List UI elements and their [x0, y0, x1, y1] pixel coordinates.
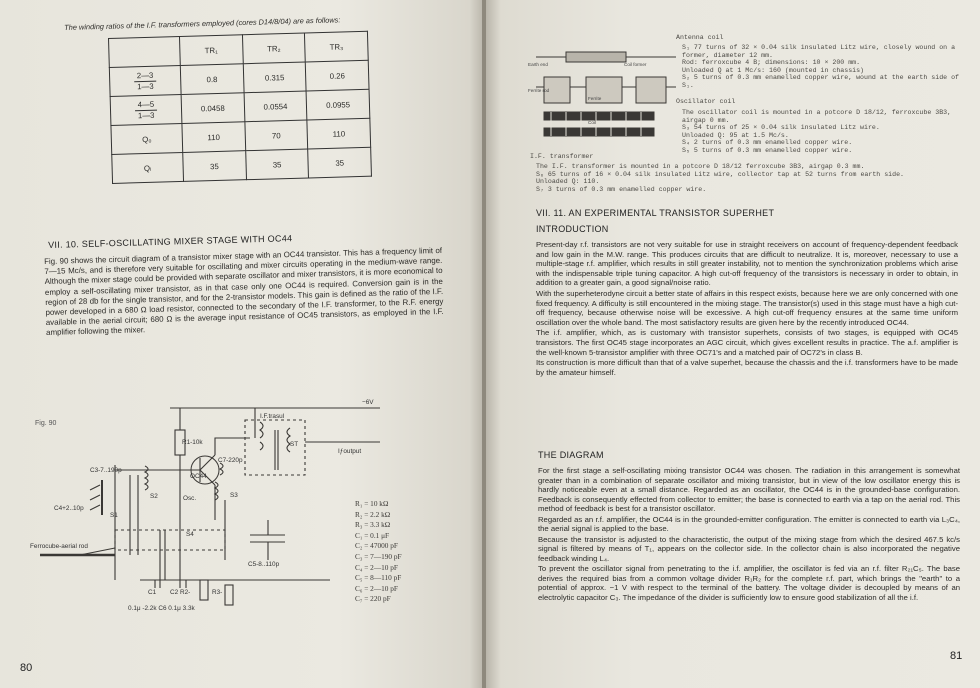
- antenna-coil-title: Antenna coil: [676, 34, 724, 41]
- label-output: Iƒoutput: [338, 448, 362, 455]
- table-cell: 35: [308, 147, 371, 178]
- intro-paragraph: With the superheterodyne circuit a better state of affairs in this respect exists, because here we are only concerned with one fixed frequency. A difficulty is still encountered in the mixing stage. The transistor(s) used in this stage must have a high cut-off frequency, because otherwise noise will be excessive. A high cut-off frequency ensures at the same time uniform oscillation over the whole band. The most satisfactory results are given here by the recently introduced OC44.: [536, 288, 958, 327]
- parts-list-item: C₇ = 220 pF: [355, 594, 391, 604]
- label-st: ST: [290, 441, 299, 448]
- figure-label: Fig. 90: [35, 420, 57, 427]
- intro-paragraph: Its construction is more difficult than that of a valve superhet, because the chassis and the i.f. transformers have to be made by the amateur himself.: [536, 358, 958, 377]
- if-transformer-title: I.F. transformer: [530, 153, 594, 160]
- table-row: [112, 147, 372, 183]
- label-earth-end: Earth end: [528, 62, 548, 67]
- label-c7: C7-220p: [218, 457, 243, 464]
- antenna-coil-specs: [682, 44, 972, 90]
- label-r2: R2-: [180, 589, 191, 596]
- spec-line: S₇ 3 turns of 0.3 mm enamelled copper wire.: [536, 185, 707, 193]
- left-page: [0, 0, 484, 688]
- diagram-heading: THE DIAGRAM: [538, 450, 604, 460]
- parts-list-item: C₄ = 2—10 pF: [355, 562, 398, 572]
- label-coil: Coil: [588, 120, 596, 125]
- table-caption: The winding ratios of the I.F. transformers employed (cores D14/8/04) are as follows:: [64, 15, 341, 32]
- introduction-text: [536, 240, 958, 378]
- table-cell: 70: [245, 120, 308, 151]
- table-row-label: $\frac{2—3}{1—3}$: [109, 65, 181, 96]
- spec-line: S₄ 2 turns of 0.3 mm enamelled copper wire.: [682, 139, 853, 147]
- label-c3: C3-7..190p: [90, 467, 122, 474]
- diagram-paragraph: For the first stage a self-oscillating mixing transistor OC44 was chosen. The radiation in this arrangement is somewhat greater than in a combination of separate oscillator and mixing transistor, but in view of the low oscillator energy this is hardly noticeable even at a small distance. Regarded as an oscillator, the OC44 is in the grounded-base configuration. Feedback is consequently effected from collector to emitter; the base is connected to earth via a tap on the aerial rod. This method of feedback is best for a transistor oscillator.: [538, 466, 960, 513]
- parts-list-item: C₂ = 47000 pF: [355, 541, 398, 551]
- label-s2: S2: [150, 493, 158, 500]
- table-cell: 0.0554: [244, 91, 307, 122]
- parts-list-item: C₃ = 7—190 pF: [355, 551, 402, 561]
- label-ferrite: Ferrite: [588, 96, 602, 101]
- table-cell: 110: [182, 122, 245, 153]
- diagram-text: [538, 466, 960, 603]
- table-cell: 35: [183, 151, 246, 182]
- table-header-cell: TR₃: [305, 31, 368, 62]
- intro-paragraph: Present-day r.f. transistors are not very suitable for use in straight receivers on account of frequency-dependent feedback and low gain in the M.W. range. This produces circuits that are difficult to neutralize. It is, moreover, necessary to use a multiple-stage r.f. amplifier, which results in still greater instability, not to mention the synchronization problems which arise with the indispensable triple tuning capacitor. A high cut-off frequency of the transistors is necessary in order to obtain, in addition to a greater gain, a good signal/noise ratio.: [536, 240, 958, 288]
- label-r1: R1-10k: [182, 439, 203, 446]
- parts-list-item: C₅ = 8—110 pF: [355, 573, 402, 583]
- page-number-left: 80: [20, 662, 33, 674]
- parts-list-item: R₁ = 10 kΩ: [355, 499, 389, 508]
- label-c2: C2: [170, 589, 179, 596]
- table-cell: 0.0955: [306, 89, 369, 120]
- spec-line: S₃ 54 turns of 25 × 0.04 silk insulated Litz wire.: [682, 124, 880, 132]
- spec-line: Unloaded Q: 95 at 1.5 Mc/s.: [682, 131, 789, 139]
- label-c4: C4+2..10p: [54, 505, 84, 512]
- label-r3: R3-: [212, 589, 223, 596]
- label-s3: S3: [230, 492, 238, 499]
- spec-line: S₅ 5 turns of 0.3 mm enamelled copper wire.: [682, 146, 853, 154]
- oscillator-coil-title: Oscillator coil: [676, 98, 736, 105]
- table-row-label: $\frac{4—5}{1—3}$: [110, 94, 182, 125]
- spec-line: The oscillator coil is mounted in a potcore D 18/12, ferroxcube 3B3, airgap 0 mm.: [682, 109, 952, 124]
- label-osc: Osc.: [183, 495, 197, 502]
- spec-line: S₁ 77 turns of 32 × 0.04 silk insulated Litz wire, closely wound on a former, diameter 12 mm.: [682, 44, 956, 59]
- spec-line: S₂ 5 turns of 0.3 mm enamelled copper wire, wound at the earth side of S₁.: [682, 74, 959, 89]
- table-cell: 0.26: [306, 60, 369, 91]
- intro-paragraph: The i.f. amplifier, which, as is customary with transistor superhets, consists of two stages, is equipped with OC45 transistors. The first OC45 stage incorporates an AGC circuit, which gives excellent results in practice. The a.f. amplifier is the well-known 5-transistor amplifier with three OC71's and a matched pair of OC72's in class B.: [536, 328, 958, 357]
- diagram-paragraph: Because the transistor is adjusted to the characteristic, the output of the mixing stage from which the desired 467.5 kc/s signal is filtered by means of T₁, appears on the collector side. In the collector chain is also incorporated the negative feedback winding L₄.: [538, 534, 960, 563]
- oscillator-coil-specs: [682, 109, 972, 155]
- coil-diagram: [526, 32, 686, 152]
- page-number-right: 81: [950, 650, 963, 662]
- right-page: [486, 0, 980, 688]
- table-cell: 110: [307, 118, 370, 149]
- parts-list-item: C₁ = 0.1 μF: [355, 530, 390, 540]
- mixer-paragraph: Fig. 90 shows the circuit diagram of a transistor mixer stage with an OC44 transistor. This has a frequency limit of 7—15 Mc/s, and is therefore very suitable for oscillating and mixer circuits operating in the medium-wave range. Although the mixer stage could be provided with separate oscillator and mixer transistors, it is more economical to employ a self-oscillating mixer transistor, as in that case only one OC44 is required. Conversion gain is in the region of 28 db for the single transistor, and for the 2-transistor models. This gain is defined as the ratio of the I.F. power developed in a 680 Ω load resistor, connected to the secondary of the I.F. transformer, to the R.F. energy available in the aerial circuit; 680 Ω is the average input resistance of OC45 transistors, as employed in the I.F. amplifier following the mixer.: [44, 245, 444, 338]
- table-cell: 35: [245, 149, 308, 180]
- label-iftrasul: I.F.trasul: [260, 413, 285, 420]
- spec-line: Unloaded Q at 1 Mc/s: 160 (mounted in chassis): [682, 66, 865, 74]
- label-bottom: 0.1μ -2.2k C6 0.1μ 3.3k: [128, 605, 195, 612]
- if-transformer-specs: [536, 163, 966, 193]
- parts-list-item: C₆ = 2—10 pF: [355, 583, 398, 593]
- spec-line: Unloaded Q: 110.: [536, 178, 600, 186]
- label-oc44: OC44: [190, 473, 207, 480]
- spec-line: Rod: ferroxcube 4 B; dimensions: 10 × 200 mm.: [682, 59, 861, 67]
- spec-line: S₆ 65 turns of 16 × 0.04 silk insulated Litz wire, collector tap at 52 turns from earth side.: [536, 170, 904, 178]
- label-supply: −6V: [362, 399, 374, 406]
- parts-list: [355, 499, 402, 605]
- table-row-label: Qₗ: [112, 152, 184, 183]
- parts-list-item: R₃ = 3.3 kΩ: [355, 520, 391, 530]
- diagram-paragraph: To prevent the oscillator signal from penetrating to the i.f. amplifier, the oscillator is fed via an r.f. filter R₂₁C₅. The base derives the required bias from a common voltage divider R₁R₂ for the complete r.f. part, which brings the "earth" to a potential of approx. −1 V with respect to the terminal of the battery. The voltage divider is decoupled by means of an electrolytic capacitor C₃. The impedance of the divider is sufficiently low to ensure good stabilization of all the i.f.: [538, 564, 960, 602]
- table-header-cell: TR₂: [242, 33, 305, 64]
- label-s1: S1: [110, 512, 118, 519]
- table-cell: 0.8: [180, 64, 243, 95]
- section-heading-superhet: VII. 11. AN EXPERIMENTAL TRANSISTOR SUPERHET: [536, 208, 775, 218]
- introduction-heading: INTRODUCTION: [536, 224, 609, 234]
- table-header-corner: [109, 37, 181, 68]
- label-ferrite-rod: Ferrite rod: [528, 88, 550, 93]
- section-heading-mixer: VII. 10. SELF-OSCILLATING MIXER STAGE WITH OC44: [48, 233, 293, 250]
- label-c1: C1: [148, 589, 157, 596]
- label-c5: C5-8..110p: [248, 561, 280, 568]
- table-cell: 0.315: [243, 62, 306, 93]
- parts-list-item: R₂ = 2.2 kΩ: [355, 509, 391, 519]
- label-s4: S4: [186, 531, 194, 538]
- table-header-cell: TR₁: [179, 35, 242, 66]
- label-coil-former: Coil former: [624, 62, 647, 67]
- table-row-label: Q₀: [111, 123, 183, 154]
- table-cell: 0.0458: [181, 93, 244, 124]
- winding-ratio-table: [108, 31, 372, 184]
- diagram-paragraph: Regarded as an r.f. amplifier, the OC44 is in the grounded-emitter configuration. The emitter is connected to earth via L₃C₄, the aerial signal is applied to the base.: [538, 514, 960, 533]
- label-ferrocube: Ferrocube-aerial rod: [30, 543, 88, 550]
- spec-line: The I.F. transformer is mounted in a potcore D 18/12 ferroxcube 3B3, airgap 0.3 mm.: [536, 163, 865, 170]
